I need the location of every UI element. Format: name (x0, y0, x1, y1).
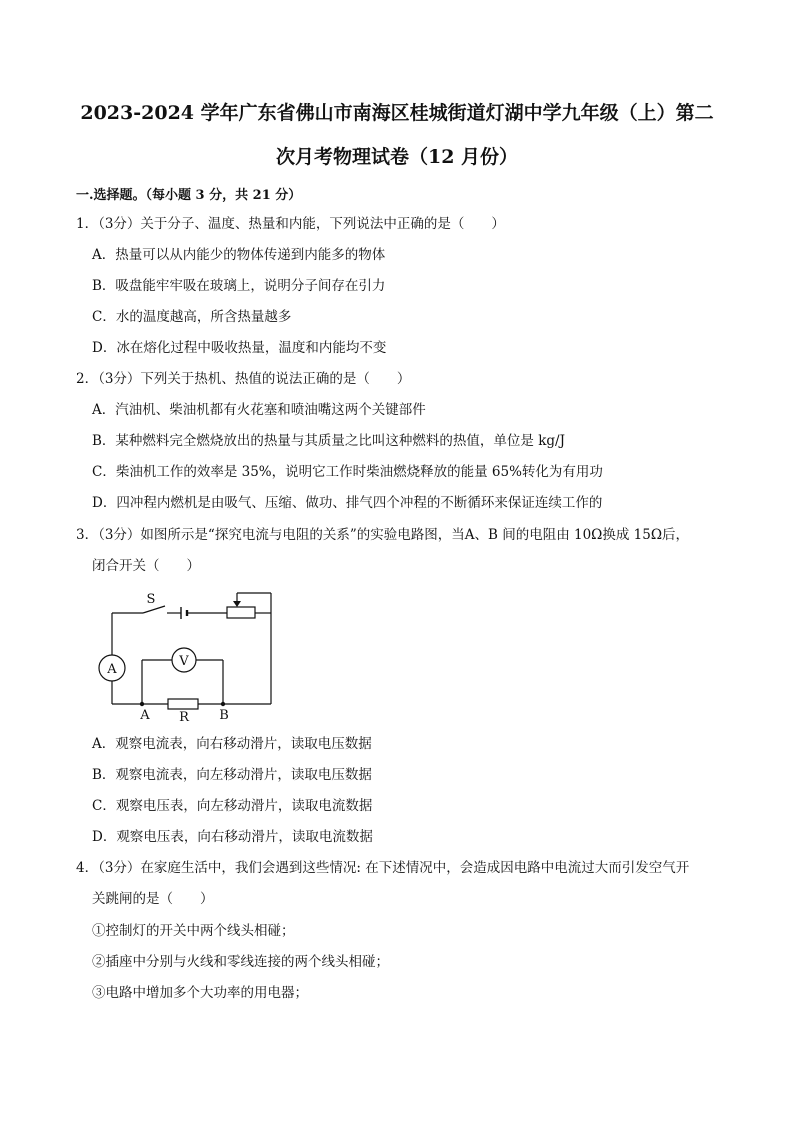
exam-title-line-1: 2023-2024 学年广东省佛山市南海区桂城街道灯湖中学九年级（上）第二 (80, 102, 714, 124)
question-2-option-d: D．四冲程内燃机是由吸气、压缩、做功、排气四个冲程的不断循环来保证连续工作的 (92, 495, 603, 511)
question-2-option-c: C．柴油机工作的效率是 35%，说明它工作时柴油燃烧释放的能量 65%转化为有用功 (92, 464, 603, 480)
question-4-item-2: ②插座中分别与火线和零线连接的两个线头相碰； (92, 954, 389, 970)
battery (181, 607, 227, 619)
question-4-stem-line-2: 关跳闸的是（ ） (92, 891, 214, 907)
switch (143, 606, 181, 613)
question-3-stem-line-1: 3．（3分）如图所示是“探究电流与电阻的关系”的实验电路图，当A、B 间的电阻由 10Ω换成 15Ω后， (76, 527, 690, 543)
question-2-option-b: B．某种燃料完全燃烧放出的热量与其质量之比叫这种燃料的热值，单位是 kg/J (92, 433, 565, 449)
question-2-option-a: A．汽油机、柴油机都有火花塞和喷油嘴这两个关键部件 (92, 402, 426, 418)
question-3-stem-line-2: 闭合开关（ ） (92, 558, 200, 574)
section-heading: 一.选择题。（每小题 3 分，共 21 分） (76, 188, 302, 203)
question-4-item-3: ③电路中增加多个大功率的用电器； (92, 985, 308, 1001)
resistor-label: R (179, 710, 189, 724)
junction-a (140, 702, 144, 706)
question-3-option-a: A．观察电流表，向右移动滑片，读取电压数据 (92, 736, 372, 752)
rheostat (227, 607, 255, 618)
question-1-option-a: A．热量可以从内能少的物体传递到内能多的物体 (92, 247, 386, 263)
question-3-option-c: C．观察电压表，向左移动滑片，读取电流数据 (92, 798, 373, 814)
resistor (168, 699, 198, 709)
junction-b (221, 702, 225, 706)
question-4-item-1: ①控制灯的开关中两个线头相碰； (92, 923, 295, 939)
voltmeter-label: V (179, 654, 189, 669)
question-4-stem-line-1: 4．（3分）在家庭生活中，我们会遇到这些情况: 在下述情况中，会造成因电路中电流过大而引发空气开 (76, 860, 690, 876)
exam-title-line-2: 次月考物理试卷（12 月份） (275, 146, 519, 168)
switch-label: S (146, 592, 156, 607)
question-3-option-d: D．观察电压表，向右移动滑片，读取电流数据 (92, 829, 373, 845)
ammeter-label: A (107, 662, 117, 677)
point-a-label: A (140, 708, 150, 723)
circuit-diagram (95, 588, 285, 724)
point-b-label: B (219, 708, 229, 723)
question-1-option-c: C．水的温度越高，所含热量越多 (92, 309, 292, 325)
slider-arrow-icon (233, 601, 241, 607)
question-1-option-d: D．冰在熔化过程中吸收热量，温度和内能均不变 (92, 340, 387, 356)
question-1-option-b: B．吸盘能牢牢吸在玻璃上，说明分子间存在引力 (92, 278, 386, 294)
question-1-stem: 1．（3分）关于分子、温度、热量和内能，下列说法中正确的是（ ） (76, 216, 505, 232)
question-3-option-b: B．观察电流表，向左移动滑片，读取电压数据 (92, 767, 372, 783)
question-2-stem: 2．（3分）下列关于热机、热值的说法正确的是（ ） (76, 371, 411, 387)
